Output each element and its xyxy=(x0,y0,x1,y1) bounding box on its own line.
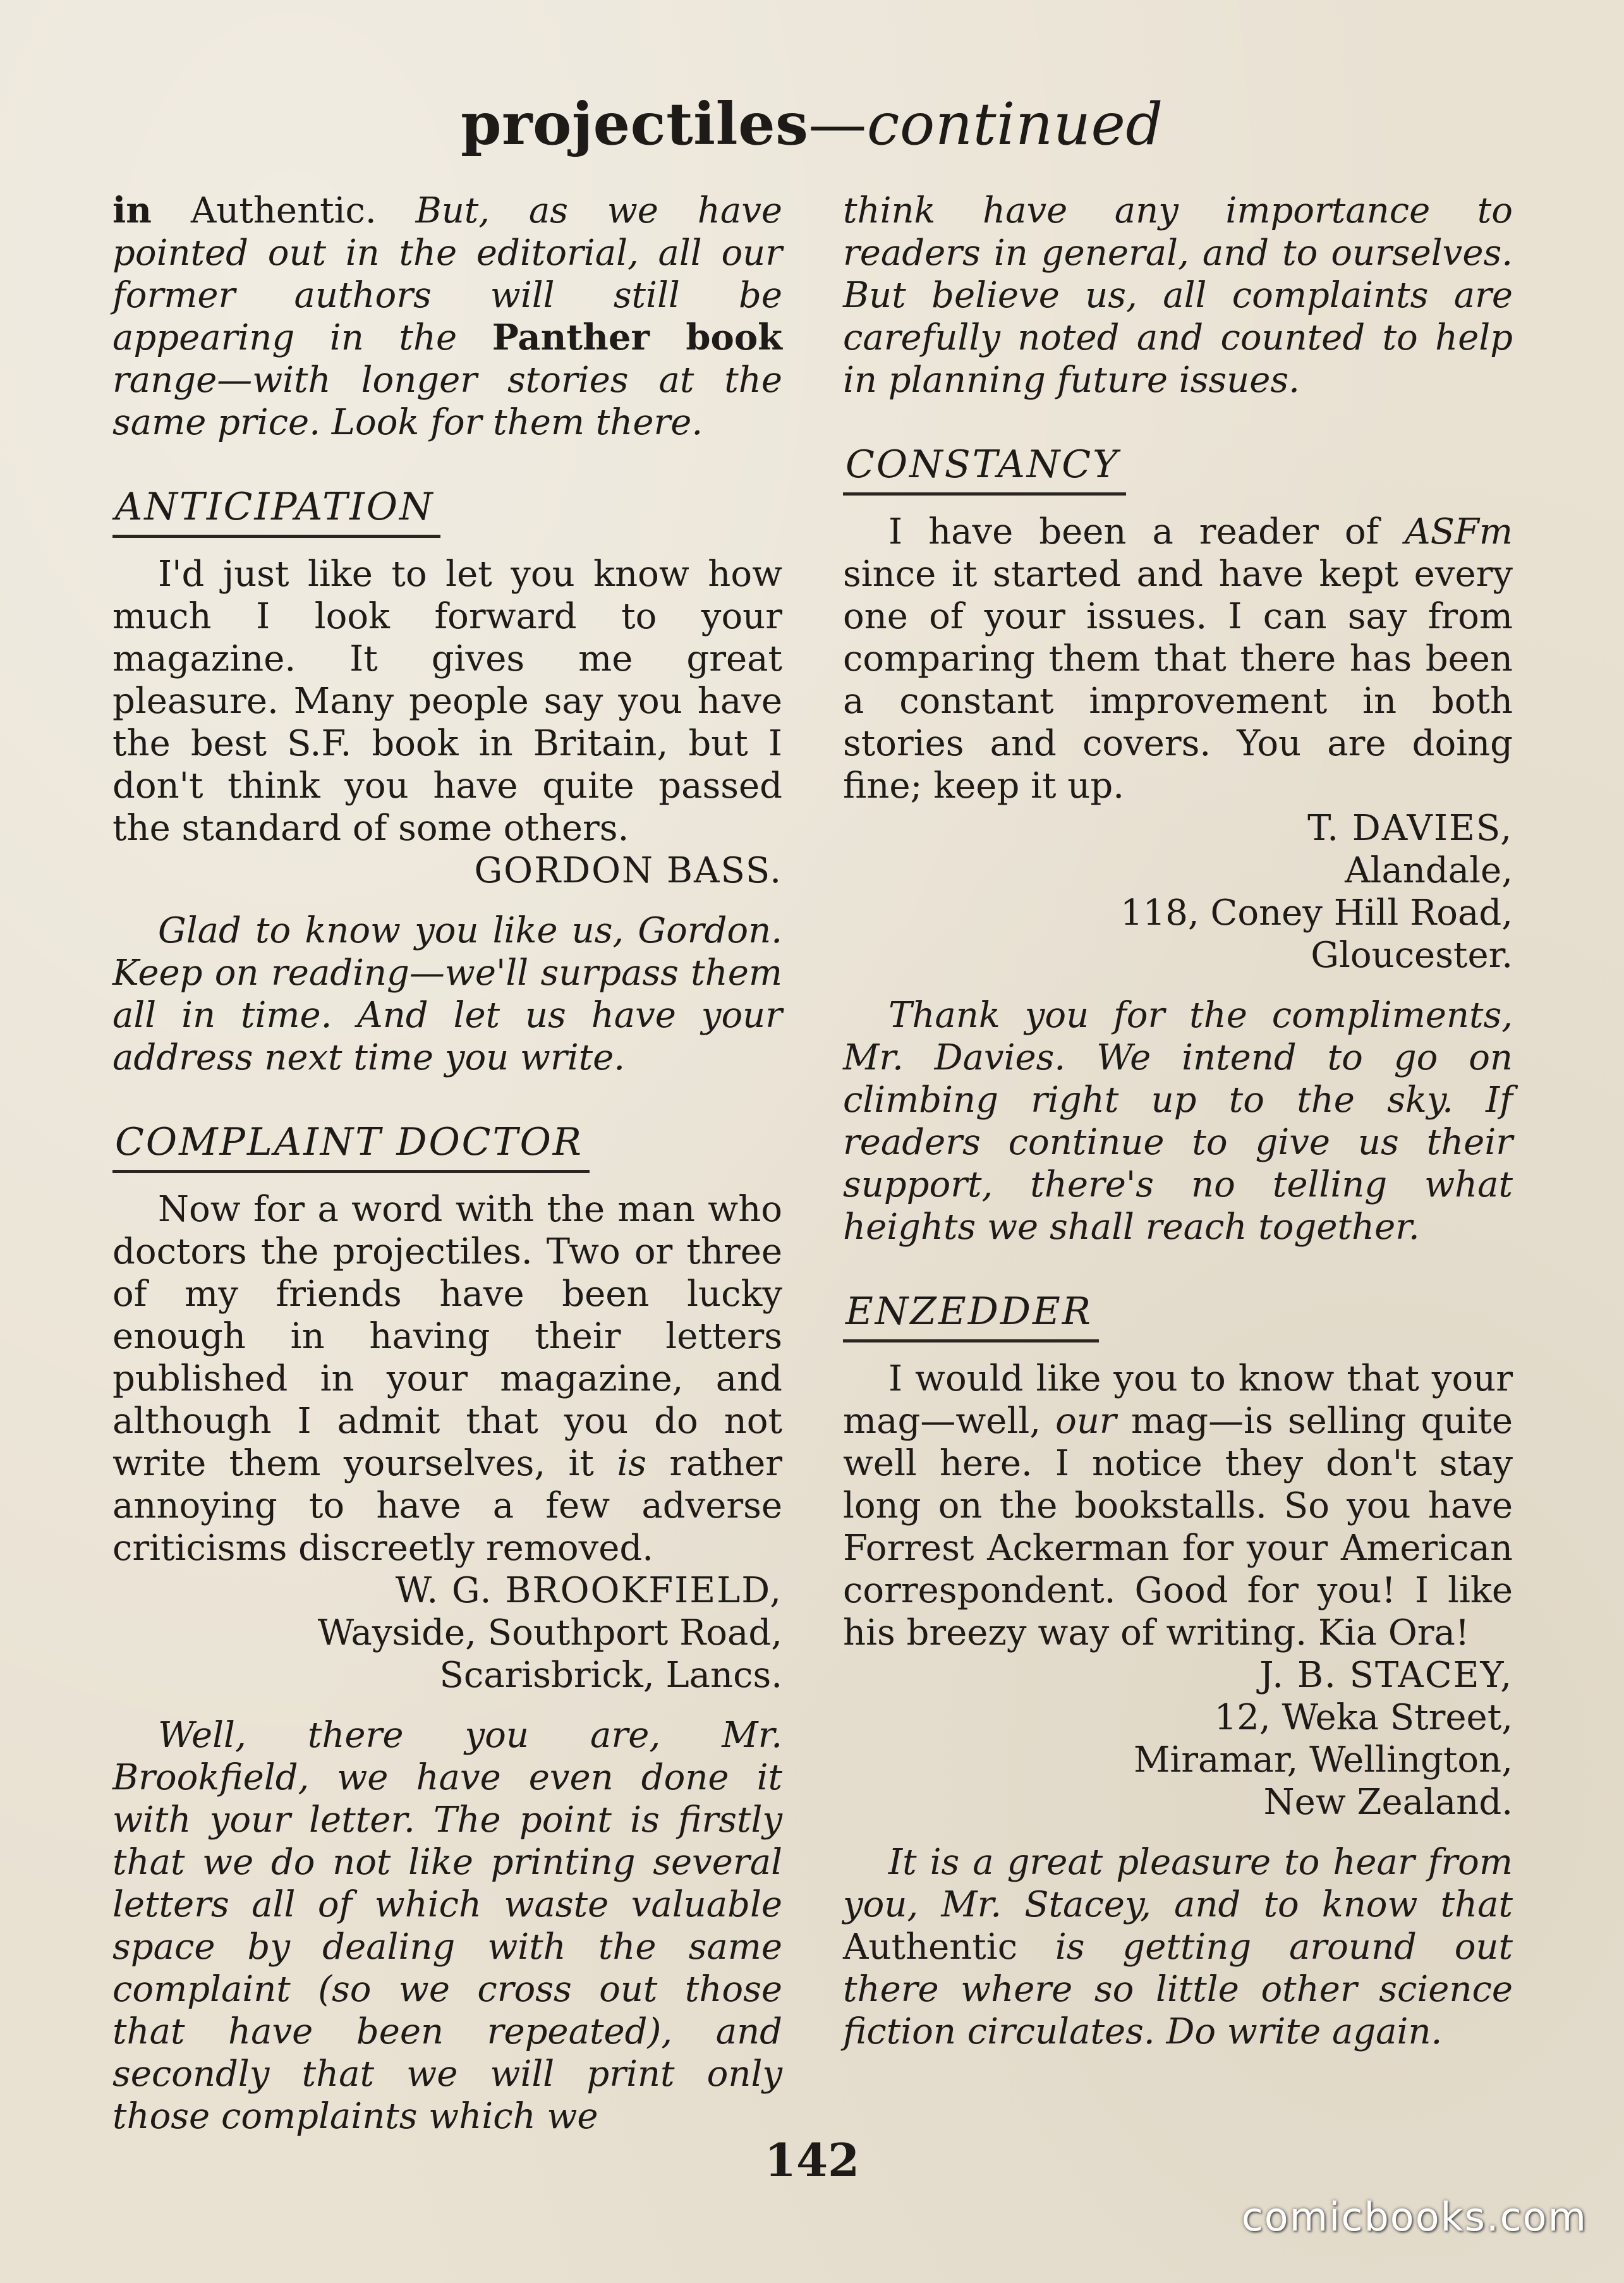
heading-enzedder: ENZEDDER xyxy=(843,1293,1099,1342)
reply-complaint-continuation: think have any importance to readers in general, and to ourselves. But believe us, all complaints are carefully noted and counted to help in planning future issues. xyxy=(843,190,1513,401)
intro-text-2: range—with longer stories at the same price. Look for them there. xyxy=(112,360,782,443)
page-number: 142 xyxy=(764,2133,860,2187)
letter-constancy-text-1: I have been a reader of xyxy=(888,511,1379,552)
address-brookfield-1: Wayside, Southport Road, xyxy=(317,1612,782,1653)
intro-lead-in: in xyxy=(112,190,152,231)
signature-brookfield: W. G. BROOKFIELD, xyxy=(395,1570,782,1611)
heading-anticipation: ANTICIPATION xyxy=(112,488,440,538)
running-head-separator: — xyxy=(808,90,867,158)
reply-enzedder-text-1: It is a great pleasure to hear from you, Mr. Stacey, and to know that xyxy=(843,1842,1513,1925)
address-davies-1: Alandale, xyxy=(1345,850,1513,891)
heading-complaint-doctor: COMPLAINT DOCTOR xyxy=(112,1123,590,1173)
reply-complaint-doctor: Well, there you are, Mr. Brookfield, we have even done it with your letter. The point is firstly that we do not like printing several letters all of which waste valuable space by dealing with the same complaint (so we cross out those that have been repeated), and secondly that we will print only those complaints which we xyxy=(112,1715,782,2137)
letter-enzedder xyxy=(843,1358,1513,1654)
address-stacey-3: New Zealand. xyxy=(1263,1782,1513,1823)
address-stacey-1: 12, Weka Street, xyxy=(1214,1697,1513,1738)
signature-stacey: J. B. STACEY, xyxy=(1259,1655,1513,1696)
address-davies-3: Gloucester. xyxy=(1311,935,1513,976)
letter-enzedder-our: our xyxy=(1055,1401,1117,1442)
reply-enzedder xyxy=(843,1841,1513,2053)
letter-constancy-text-2: since it started and have kept every one of your issues. I can say from comparing them that there has been a constant improvement in both stories and covers. You are doing fine; keep it up. xyxy=(843,554,1513,807)
reply-enzedder-text-2: is getting around out there where so little other science fiction circulates. Do write again. xyxy=(843,1927,1513,2052)
running-head xyxy=(0,90,1624,158)
signature-davies: T. DAVIES, xyxy=(1307,808,1513,849)
letter-complaint-doctor xyxy=(112,1188,782,1569)
signature-gordon-bass: GORDON BASS. xyxy=(474,850,782,891)
reply-anticipation: Glad to know you like us, Gordon. Keep on reading—we'll surpass them all in time. And let us have your address next time you write. xyxy=(112,910,782,1078)
intro-text-1: But, as we have pointed out in the editorial, all our former authors will still be appearing in the xyxy=(112,190,783,358)
reply-constancy: Thank you for the compliments, Mr. Davies. We intend to go on climbing right up to the sky. If readers continue to give us their support, there's no telling what heights we shall reach together. xyxy=(843,995,1513,1248)
letter-enzedder-text-1: I would like you to know that your mag—well, xyxy=(843,1358,1513,1442)
letter-constancy xyxy=(843,511,1513,807)
letter-complaint-text-1: Now for a word with the man who doctors the projectiles. Two or three of my friends have been lucky enough in having their letters published in your magazine, and although I admit that you do not write them yourselves, it xyxy=(112,1189,782,1484)
left-column xyxy=(112,190,782,2138)
intro-authentic: Authentic. xyxy=(190,190,377,231)
address-brookfield-2: Scarisbrick, Lancs. xyxy=(439,1655,782,1696)
letter-complaint-is: is xyxy=(617,1443,646,1484)
running-head-continued: continued xyxy=(866,90,1163,158)
letter-constancy-asfm: ASFm xyxy=(1405,511,1513,552)
running-head-title: projectiles xyxy=(461,90,809,158)
letter-enzedder-text-2: mag—is selling quite well here. I notice they don't stay long on the bookstalls. So you have Forrest Ackerman for your American correspondent. Good for you! I like his breezy way of writing. Kia Ora! xyxy=(843,1401,1513,1653)
watermark: comicbooks.com xyxy=(1241,2194,1587,2240)
letter-anticipation: I'd just like to let you know how much I look forward to your magazine. It gives me great pleasure. Many people say you have the best S.F. book in Britain, but I don't think you have quite passed the standard of some others. xyxy=(112,554,782,849)
address-stacey-2: Miramar, Wellington, xyxy=(1134,1739,1513,1781)
letter-complaint-text-2: rather annoying to have a few adverse criticisms discreetly removed. xyxy=(112,1443,782,1569)
intro-reply-continuation xyxy=(112,190,782,444)
address-davies-2: 118, Coney Hill Road, xyxy=(1120,892,1513,934)
reply-enzedder-authentic: Authentic xyxy=(843,1927,1018,1968)
heading-constancy: CONSTANCY xyxy=(843,446,1126,496)
right-column xyxy=(843,190,1513,2053)
intro-panther-book: Panther book xyxy=(492,317,782,358)
